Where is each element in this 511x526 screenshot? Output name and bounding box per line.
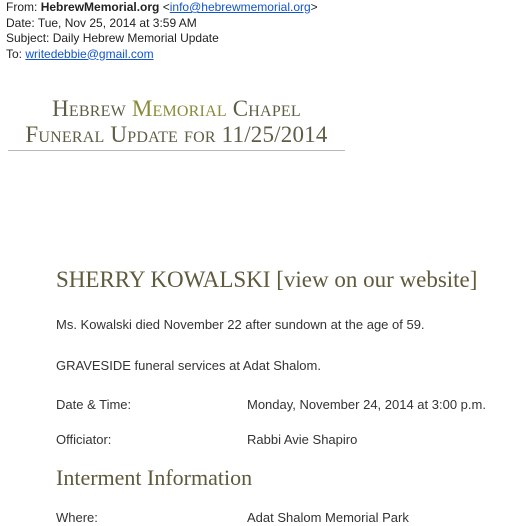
service-notice: GRAVESIDE funeral services at Adat Shalom.: [56, 358, 321, 373]
from-label: From:: [6, 0, 38, 14]
deceased-name: SHERRY KOWALSKI: [56, 267, 271, 292]
date-value: Tue, Nov 25, 2014 at 3:59 AM: [37, 15, 197, 30]
chapel-banner: [8, 96, 345, 151]
recipient-email-link[interactable]: writedebbie@gmail.com: [25, 46, 154, 61]
date-row: [6, 16, 318, 32]
banner-word-hebrew: Hebrew: [52, 96, 126, 121]
obituary-title: [56, 266, 477, 294]
email-bracket-close: >: [310, 0, 318, 14]
where-value: Adat Shalom Memorial Park: [247, 510, 409, 525]
date-label: Date:: [6, 15, 35, 30]
banner-word-memorial: Memorial: [131, 96, 227, 121]
email-bracket-open: <: [162, 0, 170, 14]
subject-row: [6, 31, 318, 47]
to-row: [6, 47, 318, 63]
sender-name: HebrewMemorial.org: [40, 0, 160, 14]
subject-label: Subject:: [6, 31, 50, 45]
view-on-website-link[interactable]: [view on our website]: [276, 267, 478, 292]
from-row: [6, 0, 318, 16]
officiator-value: Rabbi Avie Shapiro: [247, 432, 358, 447]
officiator-label: Officiator:: [56, 432, 112, 447]
interment-heading: Interment Information: [56, 465, 253, 490]
banner-update-title: Funeral Update for 11/25/2014: [25, 122, 328, 147]
subject-value: Daily Hebrew Memorial Update: [52, 31, 219, 45]
banner-word-chapel: Chapel: [232, 96, 301, 121]
date-time-label: Date & Time:: [56, 397, 132, 412]
email-header: [6, 0, 318, 62]
banner-chapel-name: [8, 96, 345, 122]
sender-email-link[interactable]: info@hebrewmemorial.org: [169, 0, 311, 14]
date-time-value: Monday, November 24, 2014 at 3:00 p.m.: [247, 397, 486, 412]
to-label: To:: [6, 46, 23, 61]
where-label: Where:: [56, 510, 98, 525]
death-notice: Ms. Kowalski died November 22 after sundown at the age of 59.: [56, 317, 425, 332]
